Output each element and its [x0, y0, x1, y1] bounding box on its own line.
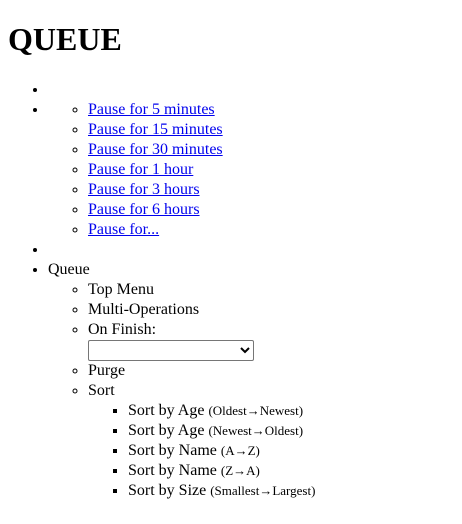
pause-5-minutes-link[interactable]: Pause for 5 minutes	[88, 101, 215, 118]
sort-option-detail: (Smallest→Largest)	[210, 483, 316, 498]
pause-item	[88, 180, 462, 200]
pause-item	[88, 100, 462, 120]
pause-item	[88, 220, 462, 240]
pause-submenu	[48, 100, 462, 240]
sort-option-detail: (A→Z)	[220, 443, 260, 458]
sort-label: Sort	[88, 382, 115, 399]
pause-30-minutes-link[interactable]: Pause for 30 minutes	[88, 141, 223, 158]
on-finish-label: On Finish:	[88, 321, 157, 338]
sort-option-label: Sort by Name	[128, 442, 217, 459]
sort-submenu	[88, 401, 462, 501]
sort-option-label: Sort by Age	[128, 402, 205, 419]
sort-option-label: Sort by Age	[128, 422, 205, 439]
main-menu	[48, 80, 462, 501]
pause-item	[88, 200, 462, 220]
sort-age-oldest-newest[interactable]	[128, 401, 462, 421]
page-title: QUEUE	[8, 21, 122, 57]
pause-custom-link[interactable]: Pause for...	[88, 221, 160, 238]
menu-item-queue[interactable]	[48, 260, 462, 501]
sort-name-a-z[interactable]	[128, 441, 462, 461]
queue-submenu	[48, 280, 462, 501]
top-menu-item[interactable]: ◦ Top Menu	[88, 280, 462, 300]
sort-item[interactable]	[88, 381, 462, 501]
pause-15-minutes-link[interactable]: Pause for 15 minutes	[88, 121, 223, 138]
on-finish-select[interactable]	[88, 340, 254, 361]
menu-item-empty-1[interactable]	[48, 80, 462, 100]
sort-option-detail: (Oldest→Newest)	[208, 403, 304, 418]
queue-label: Queue	[48, 261, 90, 278]
sort-option-label: Sort by Size	[128, 482, 207, 499]
sort-option-label: Sort by Name	[128, 462, 217, 479]
menu-item-empty-2[interactable]	[48, 240, 462, 260]
multi-operations-item[interactable]: ◦ Multi-Operations	[88, 300, 462, 320]
on-finish-select-wrap	[88, 340, 462, 361]
pause-6-hours-link[interactable]: Pause for 6 hours	[88, 201, 200, 218]
menu-item-pause[interactable]	[48, 100, 462, 240]
pause-item	[88, 160, 462, 180]
sort-size-smallest-largest[interactable]	[128, 481, 462, 501]
pause-3-hours-link[interactable]: Pause for 3 hours	[88, 181, 200, 198]
pause-item	[88, 120, 462, 140]
on-finish-item	[88, 320, 462, 361]
sort-option-detail: (Z→A)	[220, 463, 260, 478]
sort-name-z-a[interactable]	[128, 461, 462, 481]
pause-item	[88, 140, 462, 160]
pause-1-hour-link[interactable]: Pause for 1 hour	[88, 161, 194, 178]
sort-option-detail: (Newest→Oldest)	[208, 423, 304, 438]
purge-item[interactable]: ◦ Purge	[88, 361, 462, 381]
sort-age-newest-oldest[interactable]	[128, 421, 462, 441]
